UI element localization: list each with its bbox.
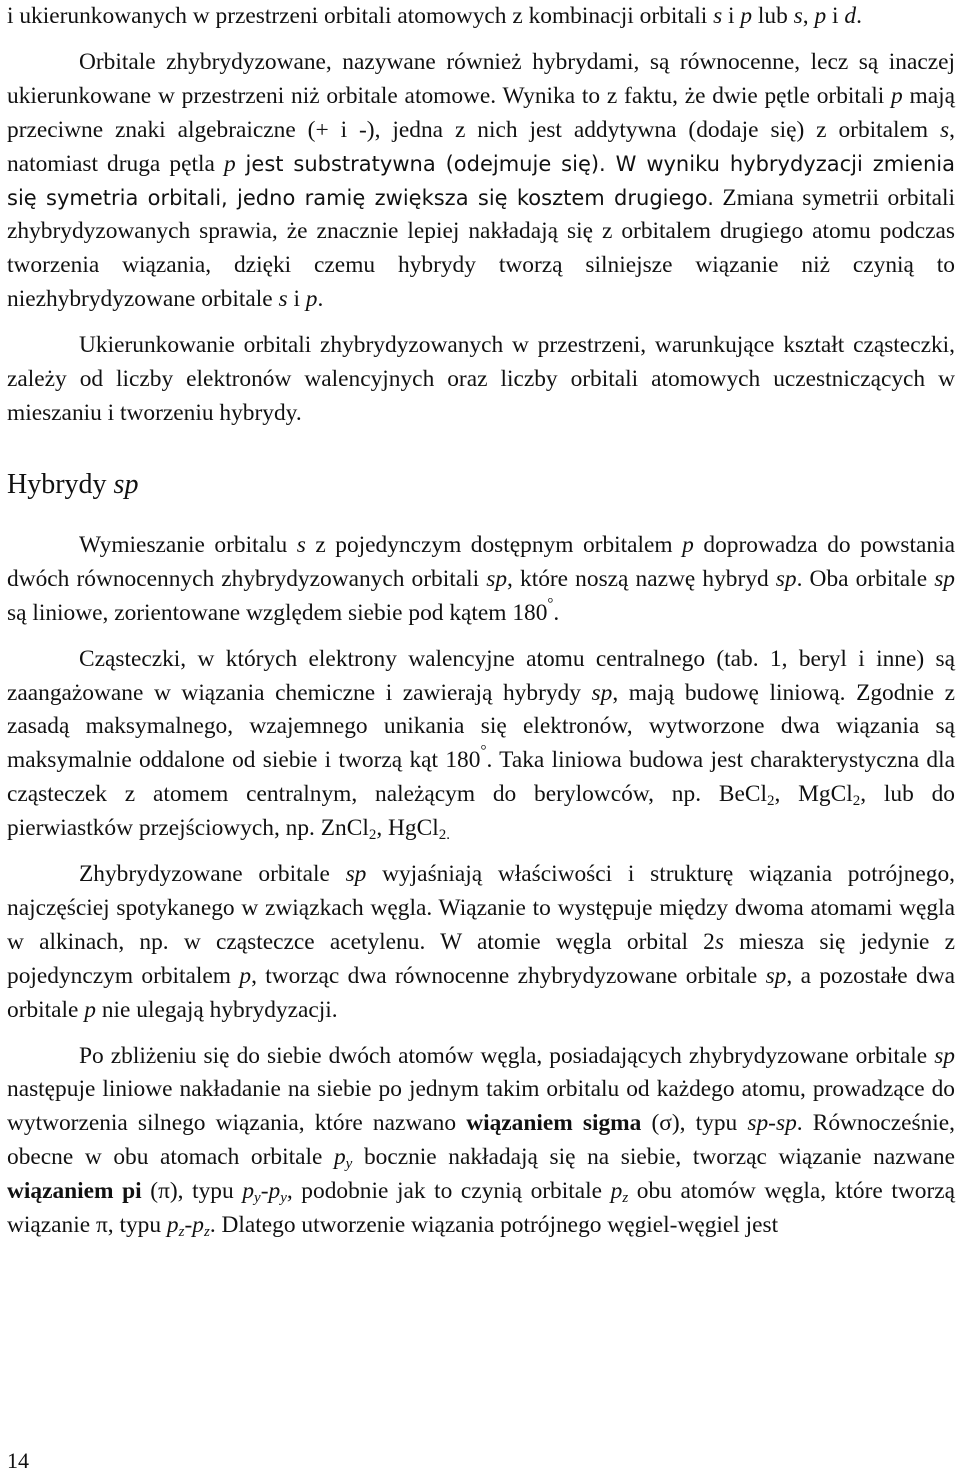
pi-symbol: π [95, 1212, 108, 1239]
sigma-symbol: σ [659, 1110, 672, 1137]
paragraph-orientation: Ukierunkowanie orbitali zhybrydyzowanych w przestrzeni, warunkujące kształt cząsteczki, zależy od liczby elektronów walencyjnych oraz liczby orbitali atomowych uczestniczących w mieszaniu i tworzeniu hybrydy. [7, 332, 955, 426]
section-heading: Hybrydy sp [7, 468, 139, 500]
paragraph-sp-mixing: Wymieszanie orbitalu s z pojedynczym dostępnym orbitalem p doprowadza do powstania dwóch równocennych zhybrydyzowanych orbitali sp, które noszą nazwę hybryd sp. Oba orbitale sp są liniowe, zorientowane względem siebie pod kątem 180°. [7, 531, 955, 626]
paragraph-linear-molecules: Cząsteczki, w których elektrony walencyjne atomu centralnego (tab. 1, beryl i inne) są zaangażowane w wiązania chemiczne i zawierają hybrydy sp, mają budowę liniową. Zgodnie z zasadą maksymalnego, wzajemnego unikania się elektronów, wytworzone dwa wiązania są maksymalnie oddalone od siebie i tworzą kąt 180°. Taka liniowa budowa jest charakterystyczna dla cząsteczek z atomem centralnym, należącym do berylowców, np. BeCl$_2$, MgCl$_2$, lub do pierwiastków przejściowych, np. ZnCl$_2$, HgCl$_{2.}$ [7, 645, 955, 844]
paragraph-triple-bond: Zhybrydyzowane orbitale sp wyjaśniają właściwości i strukturę wiązania potrójnego, najczęściej spotykanego w związkach węgla. Wiązanie to występuje między dwoma atomami węgla w alkinach, np. w cząsteczce acetylenu. W atomie węgla orbital 2s miesza się jedynie z pojedynczym orbitalem p, tworząc dwa równocenne zhybrydyzowane orbitale sp, a pozostałe dwa orbitale p nie ulegają hybrydyzacji. [7, 861, 955, 1023]
paragraph-continuation: i ukierunkowanych w przestrzeni orbitali atomowych z kombinacji orbitali s i p lub s, p i d. [7, 3, 862, 29]
document-page [7, 0, 955, 1475]
page-number: 14 [7, 1448, 29, 1473]
paragraph-sigma-pi: Po zbliżeniu się do siebie dwóch atomów węgla, posiadających zhybrydyzowane orbitale sp następuje liniowe nakładanie na siebie po jednym takim orbitalu od każdego atomu, prowadzące do wytworzenia silnego wiązania, które nazwano wiązaniem sigma (σ), typu sp-sp. Równocześnie, obecne w obu atomach orbitale $p_y$ bocznie nakładają się na siebie, tworząc wiązanie nazwane wiązaniem pi (π), typu $p_y-p_y$, podobnie jak to czynią orbitale $p_z$ obu atomów węgla, które tworzą wiązanie π, typu $p_z-p_z$. Dlatego utworzenie wiązania potrójnego węgiel-węgiel jest [7, 1042, 956, 1241]
pi-symbol: π [158, 1178, 170, 1205]
paragraph-hybrid-orbitals: Orbitale zhybrydyzowane, nazywane również hybrydami, są równocenne, lecz są inaczej ukierunkowane w przestrzeni niż orbitale atomowe. Wynika to z faktu, że dwie pętle orbitali p mają przeciwne znaki algebraiczne (+ i -), jedna z nich jest addytywna (dodaje się) z orbitalem s, natomiast druga pętla p jest substratywna (odejmuje się). W wyniku hybrydyzacji zmienia się symetria orbitali, jedno ramię zwiększa się kosztem drugiego. Zmiana symetrii orbitali zhybrydyzowanych sprawia, że znacznie lepiej nakładają się z orbitalem drugiego atomu podczas tworzenia wiązania, dzięki czemu hybrydy tworzą silniejsze wiązanie niż czynią to niezhybrydyzowane orbitale s i p. [7, 48, 956, 313]
